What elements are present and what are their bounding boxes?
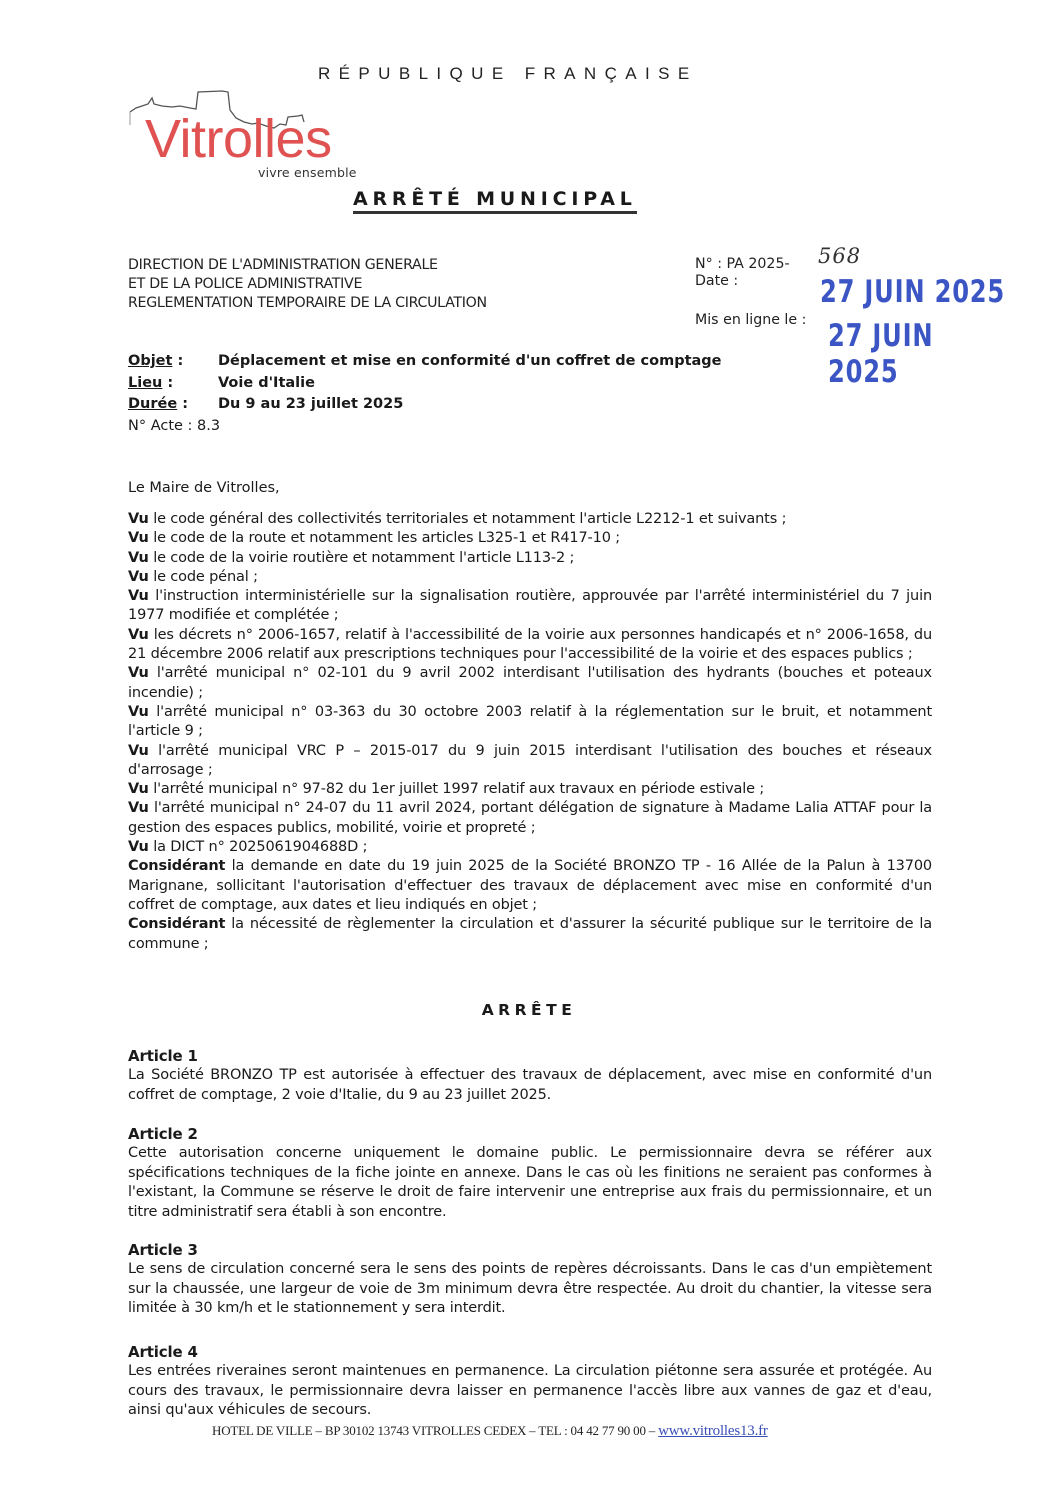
footer-address xyxy=(212,1423,768,1440)
lieu-value: Voie d'Italie xyxy=(218,374,315,391)
visa-lead: Vu xyxy=(128,742,149,759)
visa-lead: Vu xyxy=(128,530,149,547)
online-date-label: Mis en ligne le : xyxy=(695,312,807,328)
visa-lead: Vu xyxy=(128,626,149,643)
subject-block xyxy=(128,351,722,437)
republique-francaise-heading: RÉPUBLIQUE FRANÇAISE xyxy=(318,64,698,83)
visa-text: le code général des collectivités territoriales et notamment l'article L2212-1 et suivants ; xyxy=(148,511,787,527)
duree-label: Durée xyxy=(128,396,178,412)
maire-salutation: Le Maire de Vitrolles, xyxy=(128,480,280,496)
issuing-direction xyxy=(128,256,487,313)
article-text: Les entrées riveraines seront maintenues en permanence. La circulation piétonne sera assurée et protégée. Au cours des travaux, le permissionnaire devra laisser en permanence l'accès libre aux vannes de gaz et d'eau, ainsi qu'aux véhicules de secours. xyxy=(128,1363,932,1419)
visa-text: l'arrêté municipal VRC P – 2015-017 du 9 juin 2015 interdisant l'utilisation des bouches et réseaux d'arrosage ; xyxy=(128,742,932,778)
objet-value: Déplacement et mise en conformité d'un coffret de comptage xyxy=(218,353,722,369)
date-label: Date : xyxy=(695,273,739,289)
acte-number: N° Acte : 8.3 xyxy=(128,417,221,434)
visa-lead: Vu xyxy=(128,781,149,798)
visa-item xyxy=(128,742,932,781)
visa-item xyxy=(128,780,932,799)
footer-address-text: HOTEL DE VILLE – BP 30102 13743 VITROLLES CEDEX – TEL : 04 42 77 90 00 – xyxy=(212,1423,659,1438)
visa-text: l'arrêté municipal n° 03-363 du 30 octobre 2003 relatif à la réglementation sur le bruit, et notamment l'article 9 ; xyxy=(128,703,932,740)
visa-lead: Vu xyxy=(128,568,149,585)
visa-item xyxy=(128,549,932,568)
visa-text: le code de la voirie routière et notamment l'article L113-2 ; xyxy=(148,549,575,566)
visa-lead: Vu xyxy=(128,665,149,682)
lieu-label: Lieu xyxy=(128,374,163,391)
visa-item xyxy=(128,799,932,838)
article-text: Le sens de circulation concerné sera le sens des points de repères décroissants. Dans le cas d'un empiètement sur la chaussée, une largeur de voie de 3m minimum devra être respectée. Au droit du chantier, la vitesse sera limitée à 30 km/h et le stationnement y sera interdit. xyxy=(128,1261,932,1317)
article-2 xyxy=(128,1125,932,1222)
visa-text: l'instruction interministérielle sur la signalisation routière, approuvée par l'arrêté interministériel du 7 juin 1977 modifiée et complétée ; xyxy=(128,588,932,624)
article-title: Article 1 xyxy=(128,1047,198,1065)
arrete-number-label: N° : PA 2025- xyxy=(695,256,790,272)
visa-lead: Vu xyxy=(128,839,149,856)
direction-line: ET DE LA POLICE ADMINISTRATIVE xyxy=(128,276,363,292)
logo-tagline: vivre ensemble xyxy=(258,165,357,180)
visa-lead: Vu xyxy=(128,703,149,720)
visa-lead: Vu xyxy=(128,800,149,817)
visa-text: le code de la route et notamment les articles L325-1 et R417-10 ; xyxy=(148,530,620,547)
visa-text: la demande en date du 19 juin 2025 de la Société BRONZO TP - 16 Allée de la Palun à 13700 Marignane, sollicitant l'autorisation d'effectuer des travaux de déplacement avec mise en conformité d'un coffret de comptage, aux dates et lieu indiqués en objet ; xyxy=(128,858,932,913)
direction-line: DIRECTION DE L'ADMINISTRATION GENERALE xyxy=(128,257,438,273)
visa-item xyxy=(128,587,932,626)
direction-line: REGLEMENTATION TEMPORAIRE DE LA CIRCULATION xyxy=(128,295,487,311)
document-title: ARRÊTÉ MUNICIPAL xyxy=(353,188,637,214)
visa-item xyxy=(128,626,932,665)
online-date-stamp: 27 JUIN 2025 xyxy=(828,318,934,390)
website-link[interactable]: www.vitrolles13.fr xyxy=(658,1423,768,1439)
article-text: La Société BRONZO TP est autorisée à effectuer des travaux de déplacement, avec mise en conformité d'un coffret de comptage, 2 voie d'Italie, du 9 au 23 juillet 2025. xyxy=(128,1067,932,1103)
visas-list xyxy=(128,510,932,954)
objet-row: Objet : Déplacement et mise en conformité d'un coffret de comptage xyxy=(128,351,722,373)
visa-lead: Vu xyxy=(128,549,149,566)
arrete-heading: ARRÊTE xyxy=(481,1001,577,1019)
article-title: Article 2 xyxy=(128,1125,198,1143)
duree-value: Du 9 au 23 juillet 2025 xyxy=(218,396,404,412)
visa-lead: Vu xyxy=(128,511,149,527)
lieu-row: Lieu : Voie d'Italie xyxy=(128,373,722,395)
visa-text: l'arrêté municipal n° 24-07 du 11 avril 2024, portant délégation de signature à Madame Lalia ATTAF pour la gestion des espaces publics, mobilité, voirie et propreté ; xyxy=(128,800,932,836)
visa-text: le code pénal ; xyxy=(148,568,258,585)
article-text: Cette autorisation concerne uniquement le domaine public. Le permissionnaire devra se référer aux spécifications techniques de la fiche jointe en annexe. Dans le cas où les finitions ne seraient pas conformes à l'existant, la Commune se réserve le droit de faire intervenir une entreprise aux frais du permissionnaire, et un titre administratif sera établi à son encontre. xyxy=(128,1145,932,1220)
article-title: Article 4 xyxy=(128,1343,198,1361)
arrete-number-handwritten: 568 xyxy=(818,244,862,268)
visa-item xyxy=(128,703,932,742)
logo-wordmark: Vitrolles xyxy=(145,109,332,169)
visa-item xyxy=(128,568,932,587)
article-3 xyxy=(128,1241,932,1319)
visa-text: l'arrêté municipal n° 02-101 du 9 avril 2002 interdisant l'utilisation des hydrants (bouches et poteaux incendie) ; xyxy=(128,665,932,701)
visa-lead: Vu xyxy=(128,588,149,605)
visa-item xyxy=(128,529,932,548)
visa-text: l'arrêté municipal n° 97-82 du 1er juillet 1997 relatif aux travaux en période estivale ; xyxy=(148,781,765,798)
visa-lead: Considérant xyxy=(128,916,226,933)
visa-item xyxy=(128,857,932,915)
article-1 xyxy=(128,1047,932,1105)
visa-text: la DICT n° 2025061904688D ; xyxy=(148,839,368,856)
date-stamp: 27 JUIN 2025 xyxy=(820,274,1006,310)
article-title: Article 3 xyxy=(128,1241,198,1259)
visa-text: les décrets n° 2006-1657, relatif à l'accessibilité de la voirie aux personnes handicapés et n° 2006-1658, du 21 décembre 2006 relatif aux prescriptions techniques pour l'accessibilité de la voirie et des espaces publics ; xyxy=(128,626,932,663)
visa-lead: Considérant xyxy=(128,858,226,875)
objet-label: Objet xyxy=(128,353,173,369)
visa-text: la nécessité de règlementer la circulation et d'assurer la sécurité publique sur le territoire de la commune ; xyxy=(128,916,932,952)
visa-item xyxy=(128,664,932,703)
article-4 xyxy=(128,1343,932,1421)
visa-item xyxy=(128,915,932,954)
visa-item xyxy=(128,510,932,529)
visa-item xyxy=(128,838,932,857)
duree-row: Durée : Du 9 au 23 juillet 2025 xyxy=(128,394,722,416)
